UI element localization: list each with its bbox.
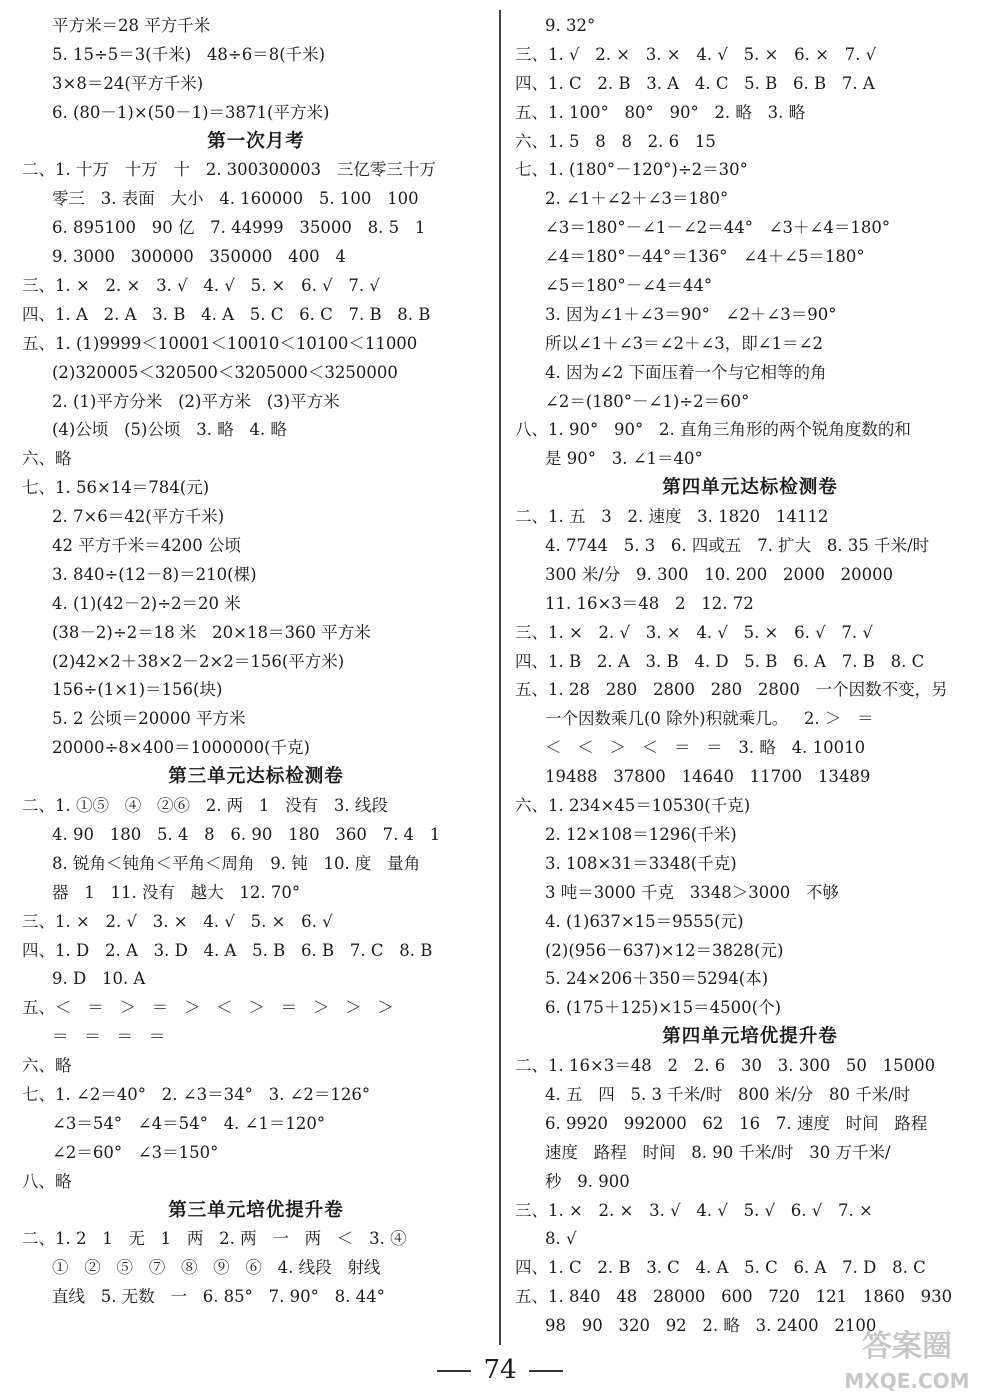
answer-line: 零三 3. 表面 大小 4. 160000 5. 100 100 <box>52 189 419 209</box>
section-heading: 第四单元培优提升卷 <box>662 1026 838 1048</box>
answer-line: 三、1. × 2. × 3. √ 4. √ 5. √ 6. √ 7. × <box>515 1200 873 1220</box>
answer-line: (2)(956－637)×12＝3828(元) <box>545 940 784 960</box>
answer-line: 6. 895100 90 亿 7. 44999 35000 8. 5 1 <box>52 218 426 238</box>
answer-line: ∠2＝(180°－∠1)÷2＝60° <box>545 391 750 411</box>
answer-line: 5. 15÷5＝3(千米) 48÷6＝8(千米) <box>52 44 326 64</box>
answer-line: 2. 12×108＝1296(千米) <box>545 824 737 844</box>
answer-line: 156÷(1×1)＝156(块) <box>52 680 223 700</box>
answer-line: 三、1. × 2. √ 3. × 4. √ 5. × 6. √ 7. √ <box>515 622 873 642</box>
section-heading: 第四单元达标检测卷 <box>662 477 838 499</box>
answer-line: 三、1. √ 2. × 3. × 4. √ 5. × 6. × 7. √ <box>515 44 877 64</box>
answer-line: ∠2＝60° ∠3＝150° <box>52 1142 219 1162</box>
watermark-text-cn: 答案圈 <box>862 1329 952 1364</box>
answer-line: 六、1. 234×45＝10530(千克) <box>515 796 751 816</box>
answer-line: 六、1. 5 8 8 2. 6 15 <box>515 131 716 151</box>
answer-line: 五、1. (1)9999＜10001＜10010＜10100＜11000 <box>22 333 418 353</box>
page-number: 74 <box>483 1355 517 1385</box>
answer-line: 2. (1)平方分米 (2)平方米 (3)平方米 <box>52 391 340 411</box>
answer-line: (2)320005＜320500＜3205000＜3250000 <box>52 362 398 382</box>
answer-line: 3. 因为∠1＋∠3＝90° ∠2＋∠3＝90° <box>545 304 837 324</box>
section-heading: 第三单元达标检测卷 <box>168 766 344 788</box>
column-divider <box>499 10 501 1345</box>
answer-line: 所以∠1＋∠3＝∠2＋∠3，即∠1＝∠2 <box>545 333 823 353</box>
answer-line: 6. (175＋125)×15＝4500(个) <box>545 998 782 1018</box>
answer-line: (2)42×2＋38×2－2×2＝156(平方米) <box>52 651 345 671</box>
answer-line: 二、1. 16×3＝48 2 2. 6 30 3. 300 50 15000 <box>515 1056 936 1076</box>
watermark-text-url: MXQE.COM <box>844 1369 970 1393</box>
answer-line: 二、1. 2 1 无 1 两 2. 两 一 两 ＜ 3. ④ <box>22 1229 407 1249</box>
answer-line: 8. √ <box>545 1229 577 1249</box>
footer-dash-left <box>437 1370 471 1372</box>
answer-line: 5. 2 公顷＝20000 平方米 <box>52 709 246 729</box>
right-column <box>515 12 985 1341</box>
answer-line: 4. (1)637×15＝9555(元) <box>545 911 744 931</box>
answer-line: 4. (1)(42－2)÷2＝20 米 <box>52 593 241 613</box>
answer-line: 八、略 <box>22 1171 72 1191</box>
answer-line: 四、1. C 2. B 3. C 4. A 5. C 6. A 7. D 8. C <box>515 1258 926 1278</box>
footer-dash-right <box>529 1370 563 1372</box>
answer-line: 秒 9. 900 <box>545 1171 630 1191</box>
answer-line: 4. 因为∠2 下面压着一个与它相等的角 <box>545 362 827 382</box>
answer-line: 6. 9920 992000 62 16 7. 速度 时间 路程 <box>545 1113 928 1133</box>
answer-line: 六、略 <box>22 449 72 469</box>
answer-line: (4)公顷 (5)公顷 3. 略 4. 略 <box>52 420 287 440</box>
section-heading: 第一次月考 <box>207 130 305 152</box>
answer-line: 20000÷8×400＝1000000(千克) <box>52 738 310 758</box>
answer-line: 四、1. D 2. A 3. D 4. A 5. B 6. B 7. C 8. B <box>22 940 433 960</box>
answer-line: 4. 五 四 5. 3 千米/时 800 米/分 80 千米/时 <box>545 1084 911 1104</box>
answer-line: 300 米/分 9. 300 10. 200 2000 20000 <box>545 564 894 584</box>
answer-line: 98 90 320 92 2. 略 3. 2400 2100 <box>545 1316 877 1336</box>
answer-line: 11. 16×3＝48 2 12. 72 <box>545 593 754 613</box>
answer-line: 是 90° 3. ∠1＝40° <box>545 449 703 469</box>
answer-line: 五、1. 28 280 2800 280 2800 一个因数不变，另 <box>515 680 948 700</box>
answer-line: 二、1. 十万 十万 十 2. 300300003 三亿零三十万 <box>22 160 436 180</box>
answer-line: ＝ ＝ ＝ ＝ <box>52 1027 166 1047</box>
answer-line: 4. 90 180 5. 4 8 6. 90 180 360 7. 4 1 <box>52 824 441 844</box>
answer-line: 6. (80－1)×(50－1)＝3871(平方米) <box>52 102 330 122</box>
answer-line: 9. D 10. A <box>52 969 146 989</box>
answer-line: 五、1. 840 48 28000 600 720 121 1860 930 <box>515 1287 953 1307</box>
answer-line: 2. 7×6＝42(平方千米) <box>52 507 225 527</box>
answer-line: ∠3＝180°－∠1－∠2＝44° ∠3＋∠4＝180° <box>545 218 891 238</box>
answer-line: 四、1. C 2. B 3. A 4. C 5. B 6. B 7. A <box>515 73 875 93</box>
answer-line: 3. 108×31＝3348(千克) <box>545 853 737 873</box>
answer-line: ① ② ⑤ ⑦ ⑧ ⑨ ⑥ 4. 线段 射线 <box>52 1258 381 1278</box>
answer-line: 五、1. 100° 80° 90° 2. 略 3. 略 <box>515 102 806 122</box>
answer-line: 七、1. 56×14＝784(元) <box>22 478 210 498</box>
answer-line: ∠4＝180°－44°＝136° ∠4＋∠5＝180° <box>545 247 865 267</box>
answer-line: 42 平方千米＝4200 公顷 <box>52 536 241 556</box>
answer-line: 8. 锐角＜钝角＜平角＜周角 9. 钝 10. 度 量角 <box>52 853 421 873</box>
answer-line: 3. 840÷(12－8)＝210(棵) <box>52 564 257 584</box>
answer-line: 平方米＝28 平方千米 <box>52 16 211 35</box>
answer-line: 五、＜ ＝ ＞ ＝ ＞ ＜ ＞ ＝ ＞ ＞ ＞ <box>22 998 394 1018</box>
answer-line: 三、1. × 2. × 3. √ 4. √ 5. × 6. √ 7. √ <box>22 276 380 296</box>
answer-line: 5. 24×206＋350＝5294(本) <box>545 969 769 989</box>
left-column <box>22 12 490 1312</box>
answer-line: 3×8＝24(平方千米) <box>52 73 204 93</box>
answer-line: ∠5＝180°－∠4＝44° <box>545 276 713 296</box>
answer-line: 2. ∠1＋∠2＋∠3＝180° <box>545 189 729 209</box>
answer-line: ∠3＝54° ∠4＝54° 4. ∠1＝120° <box>52 1113 326 1133</box>
answer-line: 19488 37800 14640 11700 13489 <box>545 767 871 787</box>
answer-line: 9. 3000 300000 350000 400 4 <box>52 247 346 267</box>
answer-line: 四、1. B 2. A 3. B 4. D 5. B 6. A 7. B 8. C <box>515 651 925 671</box>
answer-line: 直线 5. 无数 一 6. 85° 7. 90° 8. 44° <box>52 1287 385 1307</box>
answer-line: 七、1. (180°－120°)÷2＝30° <box>515 160 748 180</box>
answer-line: 二、1. 五 3 2. 速度 3. 1820 14112 <box>515 507 829 527</box>
answer-line: 四、1. A 2. A 3. B 4. A 5. C 6. C 7. B 8. B <box>22 304 431 324</box>
answer-line: ＜ ＜ ＞ ＜ ＝ ＝ 3. 略 4. 10010 <box>545 738 866 758</box>
answer-line: 七、1. ∠2＝40° 2. ∠3＝34° 3. ∠2＝126° <box>22 1084 371 1104</box>
answer-line: 六、略 <box>22 1056 72 1076</box>
answer-line: (38－2)÷2＝18 米 20×18＝360 平方米 <box>52 622 371 642</box>
section-heading: 第三单元培优提升卷 <box>168 1199 344 1221</box>
watermark-logo <box>820 1318 995 1396</box>
answer-line: 二、1. ①⑤ ④ ②⑥ 2. 两 1 没有 3. 线段 <box>22 796 388 816</box>
answer-line: 器 1 11. 没有 越大 12. 70° <box>52 882 301 902</box>
answer-line: 3 吨＝3000 千克 3348＞3000 不够 <box>545 882 839 902</box>
answer-line: 速度 路程 时间 8. 90 千米/时 30 万千米/ <box>545 1142 891 1162</box>
answer-line: 4. 7744 5. 3 6. 四或五 7. 扩大 8. 35 千米/时 <box>545 536 930 556</box>
answer-line: 八、1. 90° 90° 2. 直角三角形的两个锐角度数的和 <box>515 420 911 440</box>
answer-line: 9. 32° <box>545 16 596 35</box>
answer-line: 三、1. × 2. √ 3. × 4. √ 5. × 6. √ <box>22 911 333 931</box>
answer-line: 一个因数乘几(0 除外)积就乘几。 2. ＞ ＝ <box>545 709 874 729</box>
